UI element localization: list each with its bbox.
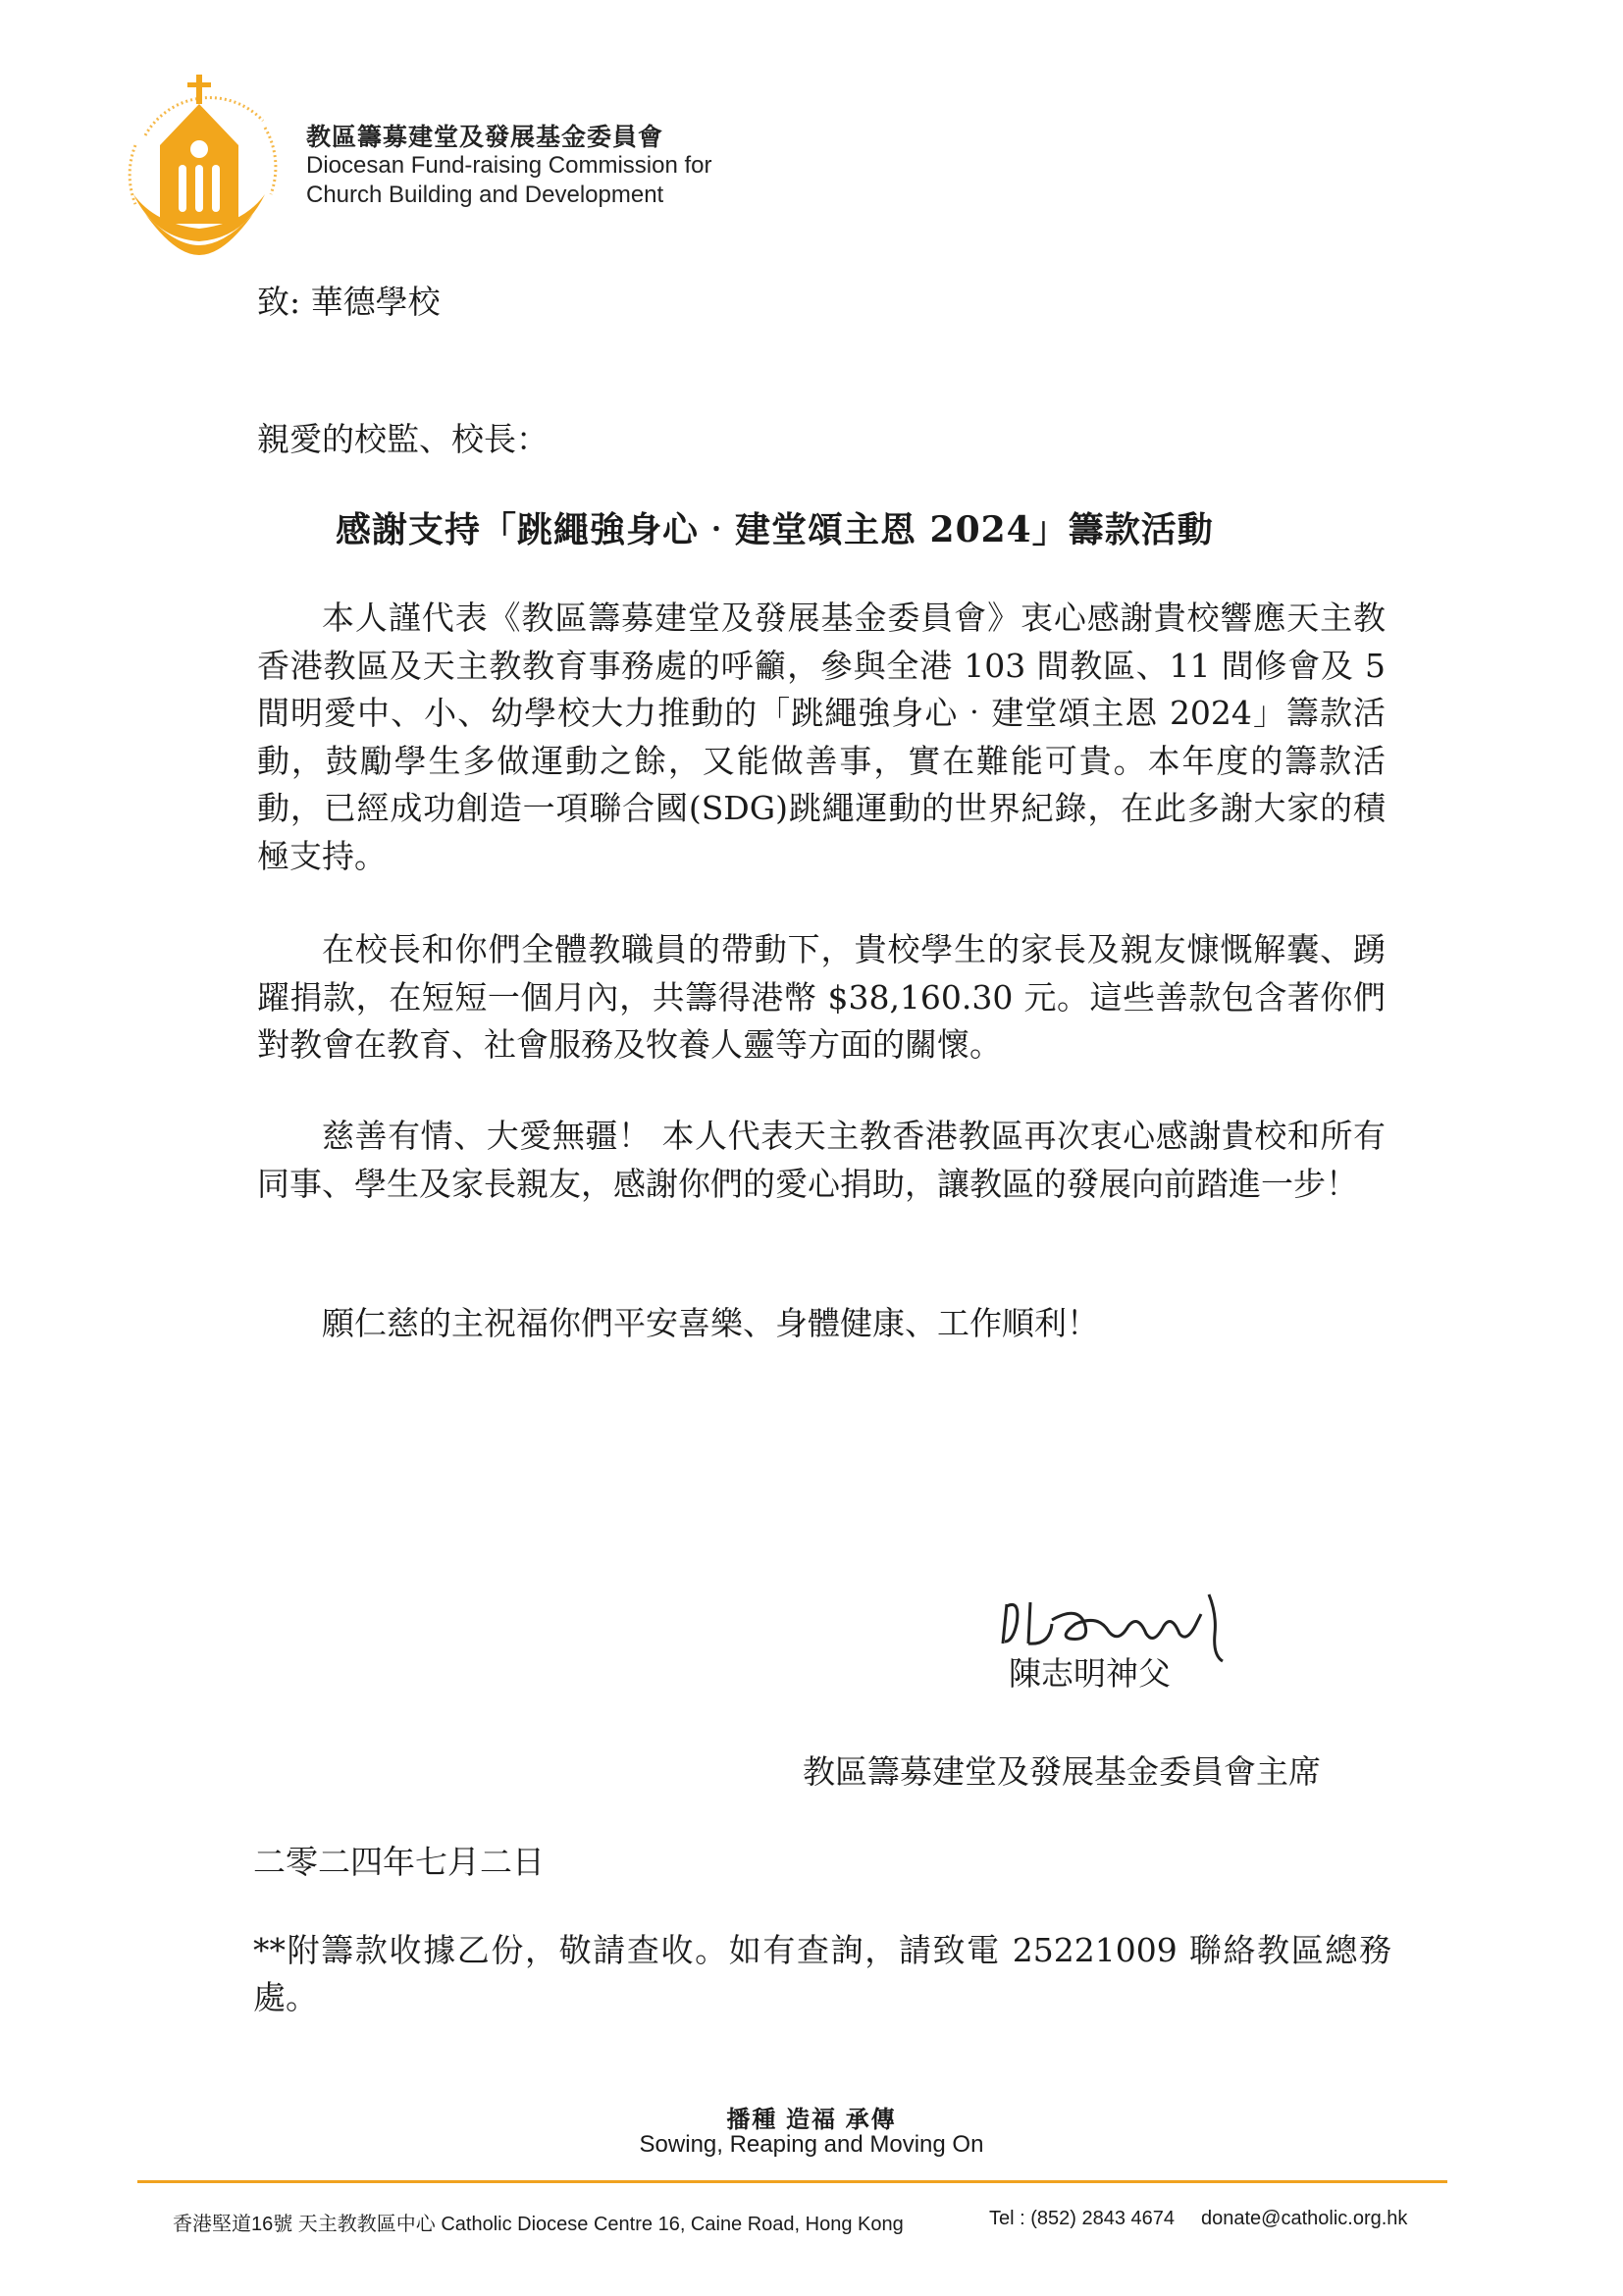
letter-date: 二零二四年七月二日 bbox=[253, 1843, 545, 1881]
footer-telephone: Tel : (852) 2843 4674 bbox=[989, 2208, 1176, 2229]
church-logo-icon bbox=[116, 67, 283, 263]
footer-email: donate@catholic.org.hk bbox=[1201, 2208, 1408, 2229]
body-paragraph: 慈善有情、大愛無疆！ 本人代表天主教香港教區再次衷心感謝貴校和所有同事、學生及家長親友，感謝你們的愛心捐助，讓教區的發展向前踏進一步！ bbox=[257, 1117, 1386, 1203]
org-name-en-line2: Church Building and Development bbox=[306, 182, 664, 208]
signer-name: 陳志明神父 bbox=[1009, 1654, 1171, 1693]
footer-address: 香港堅道16號 天主教教區中心 Catholic Diocese Centre 16, Caine Road, Hong Kong bbox=[173, 2214, 904, 2235]
salutation: 親愛的校監、校長： bbox=[257, 420, 549, 458]
motto-zh: 播種 造福 承傳 bbox=[726, 2107, 897, 2133]
body-paragraph: 在校長和你們全體教職員的帶動下，貴校學生的家長及親友慷慨解囊、踴躍捐款，在短短一個月內，共籌得港幣 $38,160.30 元。這些善款包含著你們對教會在教育、社會服務及牧養人靈等方面的關懷。 bbox=[257, 930, 1386, 1064]
recipient: 致: 華德學校 bbox=[257, 283, 441, 321]
footer-divider bbox=[137, 2180, 1447, 2183]
footnote: **附籌款收據乙份，敬請查收。如有查詢，請致電 25221009 聯絡教區總務處。 bbox=[253, 1931, 1391, 2016]
letter-subject: 感謝支持「跳繩強身心‧建堂頌主恩 2024」籌款活動 bbox=[336, 509, 1214, 550]
org-name-en-line1: Diocesan Fund-raising Commission for bbox=[306, 152, 712, 179]
motto-en: Sowing, Reaping and Moving On bbox=[639, 2131, 984, 2158]
org-name-zh: 教區籌募建堂及發展基金委員會 bbox=[306, 124, 664, 151]
body-paragraph: 本人謹代表《教區籌募建堂及發展基金委員會》衷心感謝貴校響應天主教香港教區及天主教教育事務處的呼籲，參與全港 103 間教區、11 間修會及 5 間明愛中、小、幼學校大力推動的「跳繩強身心‧建堂頌主恩 2024」籌款活動，鼓勵學生多做運動之餘，又能做善事，實在難能可貴。本年度的籌款活動，已經成功創造一項聯合國(SDG)跳繩運動的世界紀錄，在此多謝大家的積極支持。 bbox=[257, 599, 1386, 875]
body-paragraph: 願仁慈的主祝福你們平安喜樂、身體健康、工作順利！ bbox=[322, 1304, 1099, 1342]
signer-title: 教區籌募建堂及發展基金委員會主席 bbox=[803, 1752, 1321, 1791]
